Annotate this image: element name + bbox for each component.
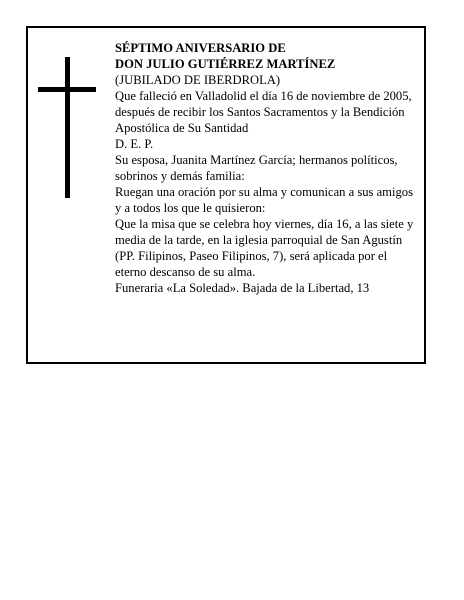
obituary-notice bbox=[26, 26, 426, 364]
notice-paragraph-prayer: Ruegan una oración por su alma y comunican a sus amigos y a todos los que le quisieron: bbox=[115, 185, 413, 215]
notice-paragraph-mass: Que la misa que se celebra hoy viernes, día 16, a las siete y media de la tarde, en la iglesia parroquial de San Agustín (PP. Filipinos, Paseo Filipinos, 7), será aplicada por el eterno descanso de su alma. bbox=[115, 217, 414, 279]
notice-title-line-1: SÉPTIMO ANIVERSARIO DE bbox=[115, 41, 286, 55]
notice-title-line-2: DON JULIO GUTIÉRREZ MARTÍNEZ bbox=[115, 57, 336, 71]
notice-paragraph-funeral-home: Funeraria «La Soledad». Bajada de la Libertad, 13 bbox=[115, 281, 370, 295]
notice-paragraph-death: Que falleció en Valladolid el día 16 de noviembre de 2005, después de recibir los Santos Sacramentos y la Bendición Apostólica de Su Santidad bbox=[115, 89, 412, 135]
cross-horizontal-bar bbox=[38, 87, 96, 92]
notice-text bbox=[115, 40, 421, 296]
cross-icon bbox=[38, 57, 96, 198]
cross-vertical-bar bbox=[65, 57, 70, 198]
notice-paragraph-family: Su esposa, Juanita Martínez García; hermanos políticos, sobrinos y demás familia: bbox=[115, 153, 398, 183]
notice-paragraph-rip: D. E. P. bbox=[115, 137, 154, 151]
notice-subtitle: (JUBILADO DE IBERDROLA) bbox=[115, 73, 281, 87]
